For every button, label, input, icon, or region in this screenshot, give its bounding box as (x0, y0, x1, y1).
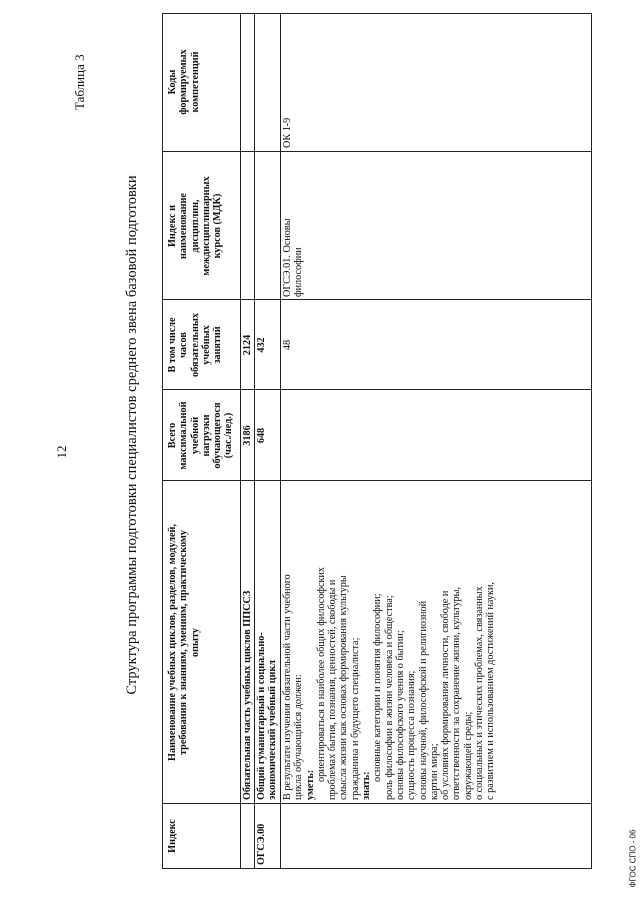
row-mandatory-part-max: 3186 (242, 425, 253, 446)
requirement-line: гражданина и будущего специалиста; (349, 637, 361, 800)
table-label: Таблица 3 (72, 54, 87, 110)
document-title: Структура программы подготовки специалистов среднего звена базовой подготовки (124, 175, 140, 695)
header-discipline: Индекс и наименование дисциплин, междисциплинарных курсов (МДК) (167, 176, 224, 276)
detail-requirements (282, 484, 497, 800)
row-ogse-max: 648 (256, 427, 267, 444)
requirement-line: ориентироваться в наиболее общих философских (315, 566, 327, 782)
header-name: Наименование учебных циклов, разделов, модулей, требования к знаниям, умениям, практическому опыту (167, 524, 201, 761)
requirement-line: роль философии в жизни человека и общества; (383, 595, 395, 800)
page-number: 12 (54, 445, 69, 459)
requirement-line: уметь: (304, 769, 316, 800)
header-mandatory: В том числе часов обязательных учебных занятий (167, 313, 224, 377)
requirement-line: проблемах бытия, познания, ценностей, свободы и (327, 579, 339, 800)
structure-table (162, 13, 592, 869)
row-mandatory-part-hours: 2124 (242, 334, 253, 356)
header-max-load: Всего максимальной учебной нагрузки обучающегося (час./нед.) (167, 401, 235, 470)
row-ogse-index: ОГСЭ.00 (256, 823, 267, 865)
requirement-line: смысла жизни как основах формирования культуры (338, 575, 350, 800)
footer-code: ФГОС СПО - 06 (628, 829, 638, 888)
requirement-line: основы философского учения о бытии; (394, 630, 406, 800)
requirement-line: основные категории и понятия философии; (372, 593, 384, 782)
requirement-line: знать: (361, 771, 373, 800)
requirement-line: В результате изучения обязательной части учебного (282, 574, 293, 800)
requirement-line: окружающей среды; (462, 711, 474, 800)
detail-hours: 48 (282, 339, 293, 351)
row-mandatory-part-name: Обязательная часть учебных циклов ППССЗ (242, 590, 253, 800)
requirement-line: о социальных и этических проблемах, связанных (474, 586, 486, 800)
requirement-line: ответственности за сохранение жизни, культуры, (451, 586, 463, 800)
requirement-line: сущность процесса познания; (406, 670, 418, 800)
requirement-line: цикла обучающийся должен: (293, 674, 305, 800)
requirement-line: об условиях формирования личности, свободе и (440, 590, 452, 800)
header-competencies: Коды формируемых компетенций (167, 49, 201, 115)
requirement-line: с развитием и использованием достижений науки, (485, 582, 497, 800)
header-index: Индекс (167, 819, 178, 853)
detail-discipline: ОГСЭ.01. Основы философии (282, 218, 305, 297)
row-ogse-hours: 432 (256, 337, 267, 353)
row-ogse-name: Общий гуманитарный и социально- экономический учебный цикл (256, 632, 279, 800)
requirement-line: картин мира; (428, 743, 440, 800)
detail-competencies: ОК 1-9 (282, 117, 293, 148)
requirement-line: основы научной, философской и религиозной (417, 600, 429, 800)
